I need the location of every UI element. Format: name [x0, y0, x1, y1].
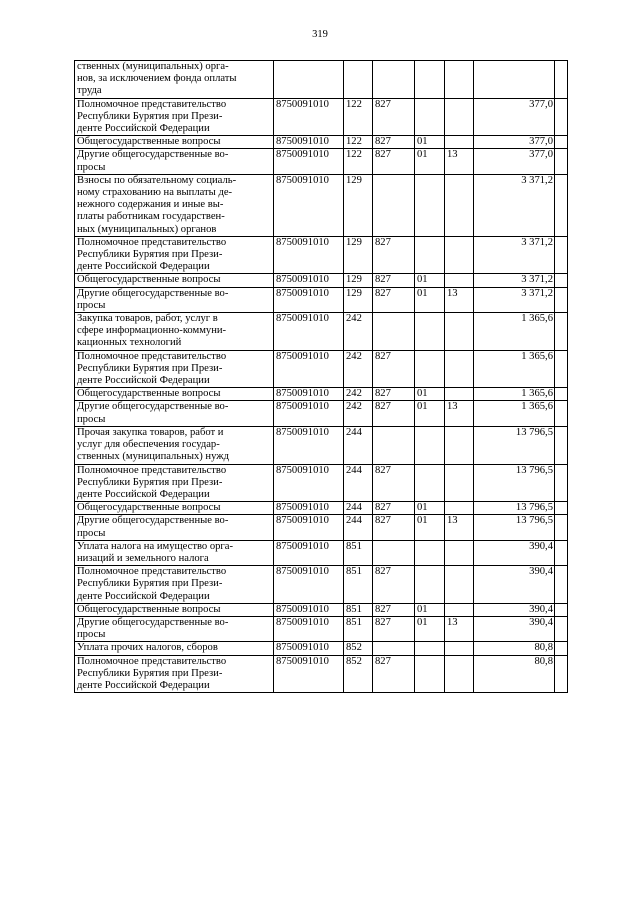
table-body: [75, 61, 568, 693]
target-article-code-cell: 8750091010: [274, 515, 344, 540]
expense-type-code-cell: 129: [344, 174, 373, 236]
expense-type-code-cell: 851: [344, 540, 373, 565]
extra-cell: [555, 540, 568, 565]
subsection-code-cell: 13: [445, 287, 474, 312]
amount-cell: 390,4: [474, 566, 555, 604]
item-name-cell: Общегосударственные вопросы: [75, 502, 274, 515]
administrator-code-cell: 827: [373, 566, 415, 604]
expense-type-code-cell: 852: [344, 642, 373, 655]
expense-type-code-cell: 242: [344, 350, 373, 388]
section-code-cell: 01: [415, 603, 445, 616]
section-code-cell: 01: [415, 136, 445, 149]
expense-type-code-cell: 122: [344, 98, 373, 136]
administrator-code-cell: [373, 540, 415, 565]
expense-type-code-cell: 244: [344, 426, 373, 464]
extra-cell: [555, 566, 568, 604]
extra-cell: [555, 98, 568, 136]
extra-cell: [555, 61, 568, 99]
extra-cell: [555, 502, 568, 515]
extra-cell: [555, 174, 568, 236]
subsection-code-cell: 13: [445, 149, 474, 174]
target-article-code-cell: [274, 61, 344, 99]
item-name-cell: Прочая закупка товаров, работ и услуг для обеспечения государ- ственных (муниципальных) нужд: [75, 426, 274, 464]
target-article-code-cell: 8750091010: [274, 287, 344, 312]
amount-cell: 1 365,6: [474, 350, 555, 388]
target-article-code-cell: 8750091010: [274, 149, 344, 174]
table-row: [75, 426, 568, 464]
extra-cell: [555, 313, 568, 351]
amount-cell: 377,0: [474, 98, 555, 136]
section-code-cell: [415, 655, 445, 693]
page-number: 319: [312, 29, 328, 40]
item-name-cell: Полномочное представительство Республики Бурятия при Прези- денте Российской Федерации: [75, 98, 274, 136]
table-row: [75, 603, 568, 616]
subsection-code-cell: 13: [445, 616, 474, 641]
section-code-cell: [415, 61, 445, 99]
amount-cell: 377,0: [474, 149, 555, 174]
table-row: [75, 401, 568, 426]
target-article-code-cell: 8750091010: [274, 642, 344, 655]
subsection-code-cell: [445, 61, 474, 99]
target-article-code-cell: 8750091010: [274, 313, 344, 351]
subsection-code-cell: [445, 136, 474, 149]
expense-type-code-cell: 122: [344, 149, 373, 174]
amount-cell: 80,8: [474, 655, 555, 693]
expense-type-code-cell: 244: [344, 502, 373, 515]
administrator-code-cell: 827: [373, 350, 415, 388]
subsection-code-cell: [445, 464, 474, 502]
item-name-cell: Полномочное представительство Республики Бурятия при Прези- денте Российской Федерации: [75, 566, 274, 604]
expense-type-code-cell: 244: [344, 515, 373, 540]
item-name-cell: Общегосударственные вопросы: [75, 136, 274, 149]
target-article-code-cell: 8750091010: [274, 274, 344, 287]
administrator-code-cell: 827: [373, 274, 415, 287]
table-row: [75, 515, 568, 540]
section-code-cell: [415, 426, 445, 464]
subsection-code-cell: [445, 388, 474, 401]
subsection-code-cell: [445, 426, 474, 464]
section-code-cell: 01: [415, 616, 445, 641]
item-name-cell: Уплата прочих налогов, сборов: [75, 642, 274, 655]
target-article-code-cell: 8750091010: [274, 98, 344, 136]
administrator-code-cell: 827: [373, 401, 415, 426]
item-name-cell: Другие общегосударственные во- просы: [75, 287, 274, 312]
extra-cell: [555, 149, 568, 174]
expense-type-code-cell: 242: [344, 313, 373, 351]
section-code-cell: [415, 642, 445, 655]
section-code-cell: [415, 350, 445, 388]
subsection-code-cell: [445, 603, 474, 616]
extra-cell: [555, 655, 568, 693]
extra-cell: [555, 136, 568, 149]
expense-type-code-cell: 851: [344, 616, 373, 641]
amount-cell: 13 796,5: [474, 464, 555, 502]
target-article-code-cell: 8750091010: [274, 174, 344, 236]
subsection-code-cell: [445, 642, 474, 655]
table-row: [75, 502, 568, 515]
table-row: [75, 274, 568, 287]
amount-cell: 1 365,6: [474, 388, 555, 401]
amount-cell: 3 371,2: [474, 274, 555, 287]
expense-type-code-cell: 129: [344, 274, 373, 287]
section-code-cell: 01: [415, 149, 445, 174]
administrator-code-cell: 827: [373, 603, 415, 616]
subsection-code-cell: [445, 540, 474, 565]
administrator-code-cell: 827: [373, 655, 415, 693]
expense-type-code-cell: 122: [344, 136, 373, 149]
section-code-cell: 01: [415, 502, 445, 515]
expense-type-code-cell: 852: [344, 655, 373, 693]
section-code-cell: 01: [415, 274, 445, 287]
expense-type-code-cell: 244: [344, 464, 373, 502]
target-article-code-cell: 8750091010: [274, 502, 344, 515]
section-code-cell: 01: [415, 388, 445, 401]
table-row: [75, 616, 568, 641]
amount-cell: 377,0: [474, 136, 555, 149]
expense-type-code-cell: 242: [344, 388, 373, 401]
administrator-code-cell: 827: [373, 464, 415, 502]
amount-cell: 3 371,2: [474, 174, 555, 236]
section-code-cell: 01: [415, 401, 445, 426]
section-code-cell: [415, 313, 445, 351]
table-row: [75, 149, 568, 174]
extra-cell: [555, 603, 568, 616]
administrator-code-cell: 827: [373, 388, 415, 401]
subsection-code-cell: 13: [445, 515, 474, 540]
administrator-code-cell: 827: [373, 98, 415, 136]
table-row: [75, 566, 568, 604]
expense-type-code-cell: [344, 61, 373, 99]
subsection-code-cell: [445, 655, 474, 693]
administrator-code-cell: 827: [373, 149, 415, 174]
item-name-cell: Общегосударственные вопросы: [75, 388, 274, 401]
budget-table: [74, 60, 568, 693]
table-row: [75, 540, 568, 565]
administrator-code-cell: 827: [373, 515, 415, 540]
target-article-code-cell: 8750091010: [274, 350, 344, 388]
subsection-code-cell: [445, 350, 474, 388]
extra-cell: [555, 388, 568, 401]
amount-cell: 13 796,5: [474, 426, 555, 464]
table-row: [75, 236, 568, 274]
table-row: [75, 61, 568, 99]
extra-cell: [555, 274, 568, 287]
amount-cell: [474, 61, 555, 99]
subsection-code-cell: [445, 566, 474, 604]
section-code-cell: [415, 236, 445, 274]
subsection-code-cell: [445, 313, 474, 351]
subsection-code-cell: [445, 274, 474, 287]
administrator-code-cell: 827: [373, 287, 415, 312]
item-name-cell: Общегосударственные вопросы: [75, 603, 274, 616]
administrator-code-cell: [373, 61, 415, 99]
administrator-code-cell: 827: [373, 616, 415, 641]
item-name-cell: Взносы по обязательному социаль- ному страхованию на выплаты де- нежного содержания и иные вы- платы работникам государствен- ных (муниципальных) органов: [75, 174, 274, 236]
subsection-code-cell: 13: [445, 401, 474, 426]
item-name-cell: ственных (муниципальных) орга- нов, за исключением фонда оплаты труда: [75, 61, 274, 99]
item-name-cell: Другие общегосударственные во- просы: [75, 401, 274, 426]
table-row: [75, 464, 568, 502]
table-row: [75, 98, 568, 136]
section-code-cell: 01: [415, 515, 445, 540]
subsection-code-cell: [445, 98, 474, 136]
item-name-cell: Полномочное представительство Республики Бурятия при Прези- денте Российской Федерации: [75, 350, 274, 388]
target-article-code-cell: 8750091010: [274, 655, 344, 693]
item-name-cell: Полномочное представительство Республики Бурятия при Прези- денте Российской Федерации: [75, 655, 274, 693]
extra-cell: [555, 236, 568, 274]
section-code-cell: [415, 566, 445, 604]
extra-cell: [555, 464, 568, 502]
administrator-code-cell: [373, 174, 415, 236]
expense-type-code-cell: 129: [344, 236, 373, 274]
amount-cell: 3 371,2: [474, 236, 555, 274]
section-code-cell: [415, 98, 445, 136]
amount-cell: 390,4: [474, 540, 555, 565]
target-article-code-cell: 8750091010: [274, 540, 344, 565]
extra-cell: [555, 401, 568, 426]
section-code-cell: [415, 540, 445, 565]
subsection-code-cell: [445, 502, 474, 515]
amount-cell: 13 796,5: [474, 502, 555, 515]
target-article-code-cell: 8750091010: [274, 464, 344, 502]
table-row: [75, 388, 568, 401]
table-row: [75, 642, 568, 655]
item-name-cell: Другие общегосударственные во- просы: [75, 515, 274, 540]
table-row: [75, 655, 568, 693]
section-code-cell: [415, 464, 445, 502]
amount-cell: 390,4: [474, 616, 555, 641]
target-article-code-cell: 8750091010: [274, 236, 344, 274]
item-name-cell: Полномочное представительство Республики Бурятия при Прези- денте Российской Федерации: [75, 464, 274, 502]
extra-cell: [555, 642, 568, 655]
table-row: [75, 350, 568, 388]
item-name-cell: Закупка товаров, работ, услуг в сфере информационно-коммуни- кационных технологий: [75, 313, 274, 351]
administrator-code-cell: 827: [373, 136, 415, 149]
administrator-code-cell: [373, 313, 415, 351]
amount-cell: 390,4: [474, 603, 555, 616]
expense-type-code-cell: 851: [344, 603, 373, 616]
administrator-code-cell: 827: [373, 502, 415, 515]
table-row: [75, 287, 568, 312]
subsection-code-cell: [445, 174, 474, 236]
item-name-cell: Общегосударственные вопросы: [75, 274, 274, 287]
table-row: [75, 313, 568, 351]
administrator-code-cell: 827: [373, 236, 415, 274]
amount-cell: 80,8: [474, 642, 555, 655]
expense-type-code-cell: 129: [344, 287, 373, 312]
administrator-code-cell: [373, 426, 415, 464]
amount-cell: 1 365,6: [474, 313, 555, 351]
item-name-cell: Другие общегосударственные во- просы: [75, 616, 274, 641]
target-article-code-cell: 8750091010: [274, 136, 344, 149]
extra-cell: [555, 616, 568, 641]
section-code-cell: [415, 174, 445, 236]
extra-cell: [555, 350, 568, 388]
extra-cell: [555, 515, 568, 540]
target-article-code-cell: 8750091010: [274, 616, 344, 641]
amount-cell: 1 365,6: [474, 401, 555, 426]
subsection-code-cell: [445, 236, 474, 274]
extra-cell: [555, 426, 568, 464]
item-name-cell: Полномочное представительство Республики Бурятия при Прези- денте Российской Федерации: [75, 236, 274, 274]
target-article-code-cell: 8750091010: [274, 566, 344, 604]
table-row: [75, 174, 568, 236]
expense-type-code-cell: 851: [344, 566, 373, 604]
target-article-code-cell: 8750091010: [274, 603, 344, 616]
item-name-cell: Уплата налога на имущество орга- низаций и земельного налога: [75, 540, 274, 565]
expense-type-code-cell: 242: [344, 401, 373, 426]
administrator-code-cell: [373, 642, 415, 655]
target-article-code-cell: 8750091010: [274, 426, 344, 464]
target-article-code-cell: 8750091010: [274, 388, 344, 401]
amount-cell: 13 796,5: [474, 515, 555, 540]
extra-cell: [555, 287, 568, 312]
section-code-cell: 01: [415, 287, 445, 312]
table-row: [75, 136, 568, 149]
target-article-code-cell: 8750091010: [274, 401, 344, 426]
amount-cell: 3 371,2: [474, 287, 555, 312]
item-name-cell: Другие общегосударственные во- просы: [75, 149, 274, 174]
